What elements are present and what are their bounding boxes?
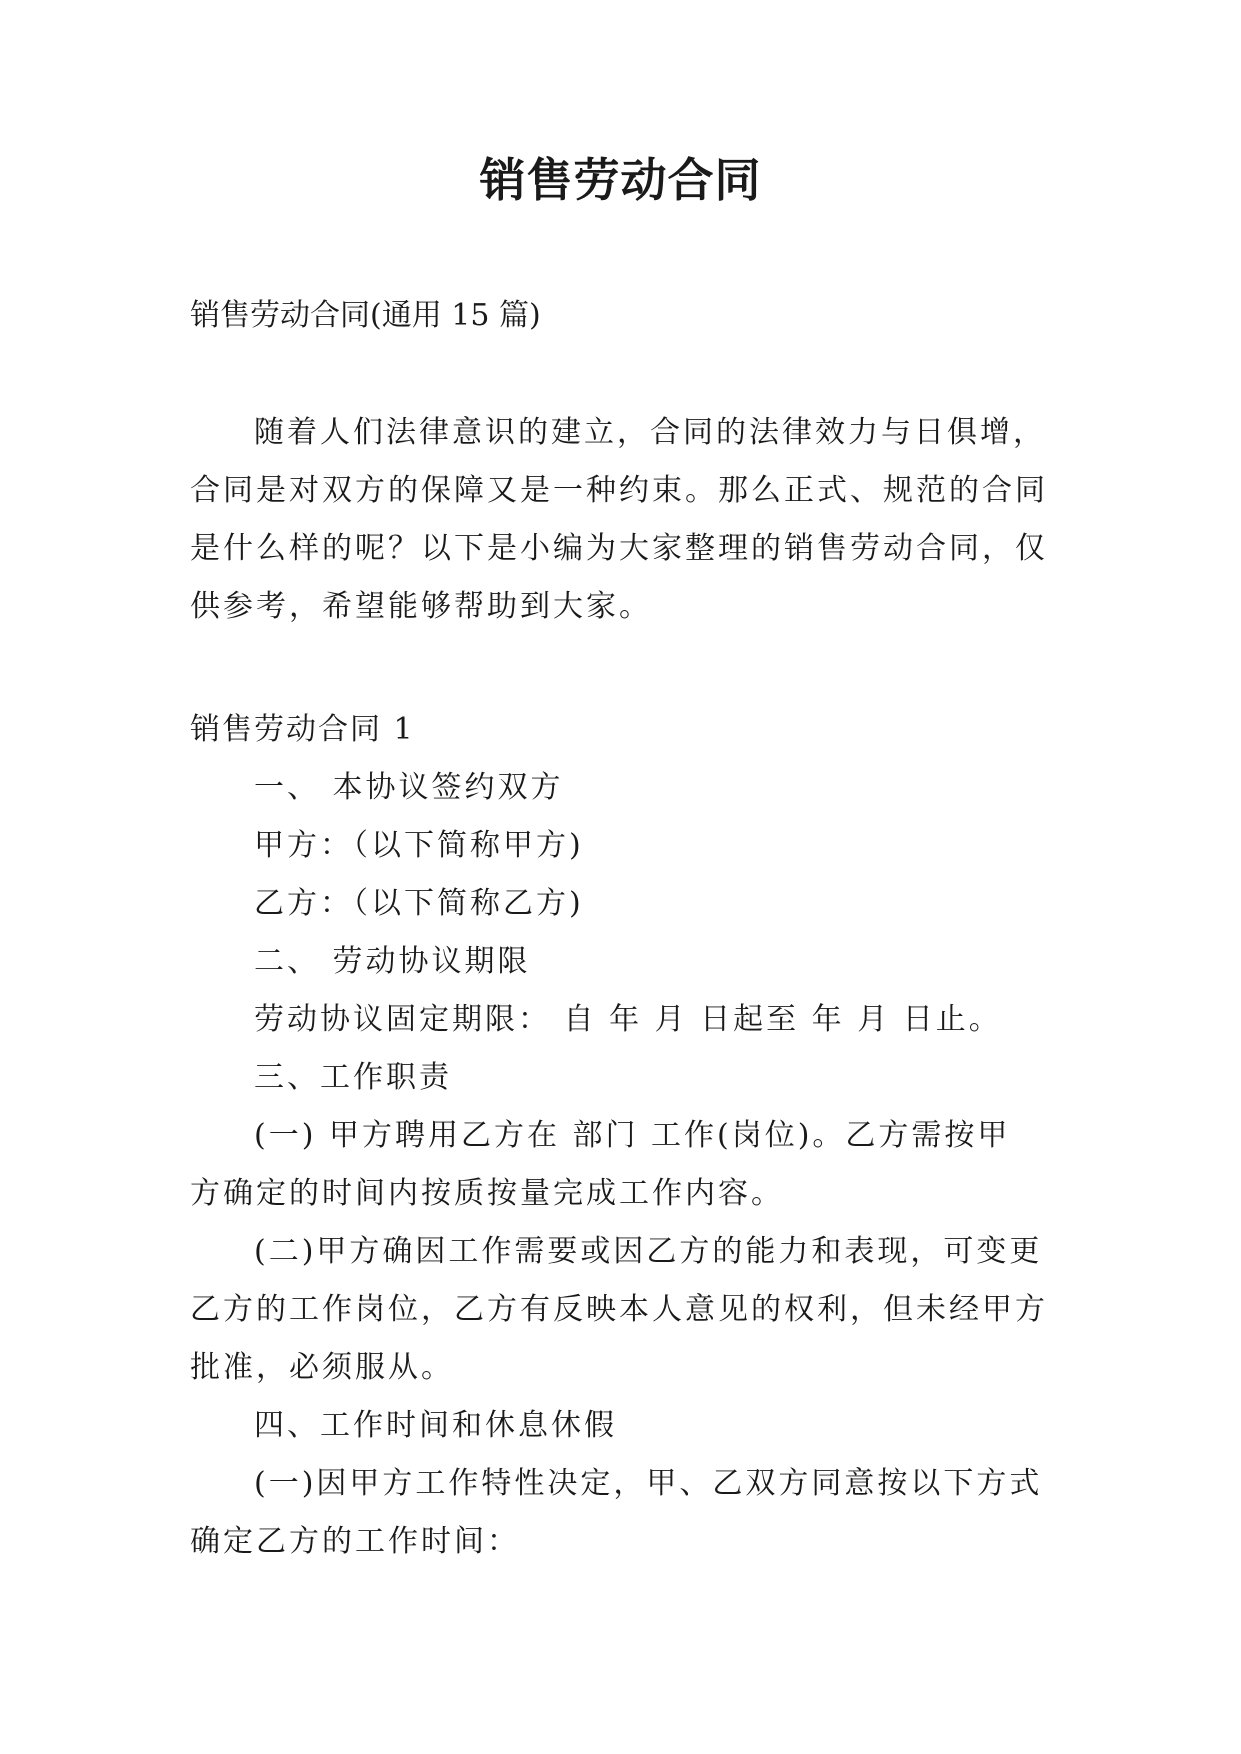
clause-line: 甲方：（以下简称甲方)	[254, 828, 584, 863]
clause-line: 乙方：（以下简称乙方)	[254, 886, 584, 921]
clause-heading: 一、 本协议签约双方	[254, 770, 564, 805]
clause-heading: 二、 劳动协议期限	[254, 944, 531, 979]
intro-paragraph	[190, 404, 1062, 636]
document-title: 销售劳动合同	[479, 153, 762, 207]
clause-line: (一) 甲方聘用乙方在 部门 工作(岗位)。乙方需按甲	[254, 1118, 1011, 1153]
clause-heading: 三、工作职责	[254, 1060, 452, 1095]
clause-line: 乙方的工作岗位，乙方有反映本人意见的权利，但未经甲方	[190, 1292, 1048, 1327]
section-heading: 销售劳动合同 1	[190, 712, 415, 747]
clause-line: (二)甲方确因工作需要或因乙方的能力和表现，可变更	[254, 1234, 1043, 1269]
intro-line: 随着人们法律意识的建立，合同的法律效力与日俱增，	[254, 415, 1046, 450]
intro-line: 合同是对双方的保障又是一种约束。那么正式、规范的合同	[190, 473, 1048, 508]
document-subtitle: 销售劳动合同(通用 15 篇)	[190, 298, 541, 333]
clause-heading: 四、工作时间和休息休假	[254, 1408, 617, 1443]
clause-line: 批准，必须服从。	[190, 1350, 454, 1385]
intro-line: 供参考，希望能够帮助到大家。	[190, 589, 652, 624]
clause-line: 确定乙方的工作时间：	[190, 1524, 520, 1559]
intro-line: 是什么样的呢？以下是小编为大家整理的销售劳动合同，仅	[190, 531, 1048, 566]
clause-line: 方确定的时间内按质按量完成工作内容。	[190, 1176, 784, 1211]
clause-line: 劳动协议固定期限： 自 年 月 日起至 年 月 日止。	[254, 1002, 1002, 1037]
contract-body	[190, 701, 1062, 1571]
clause-line: (一)因甲方工作特性决定，甲、乙双方同意按以下方式	[254, 1466, 1043, 1501]
